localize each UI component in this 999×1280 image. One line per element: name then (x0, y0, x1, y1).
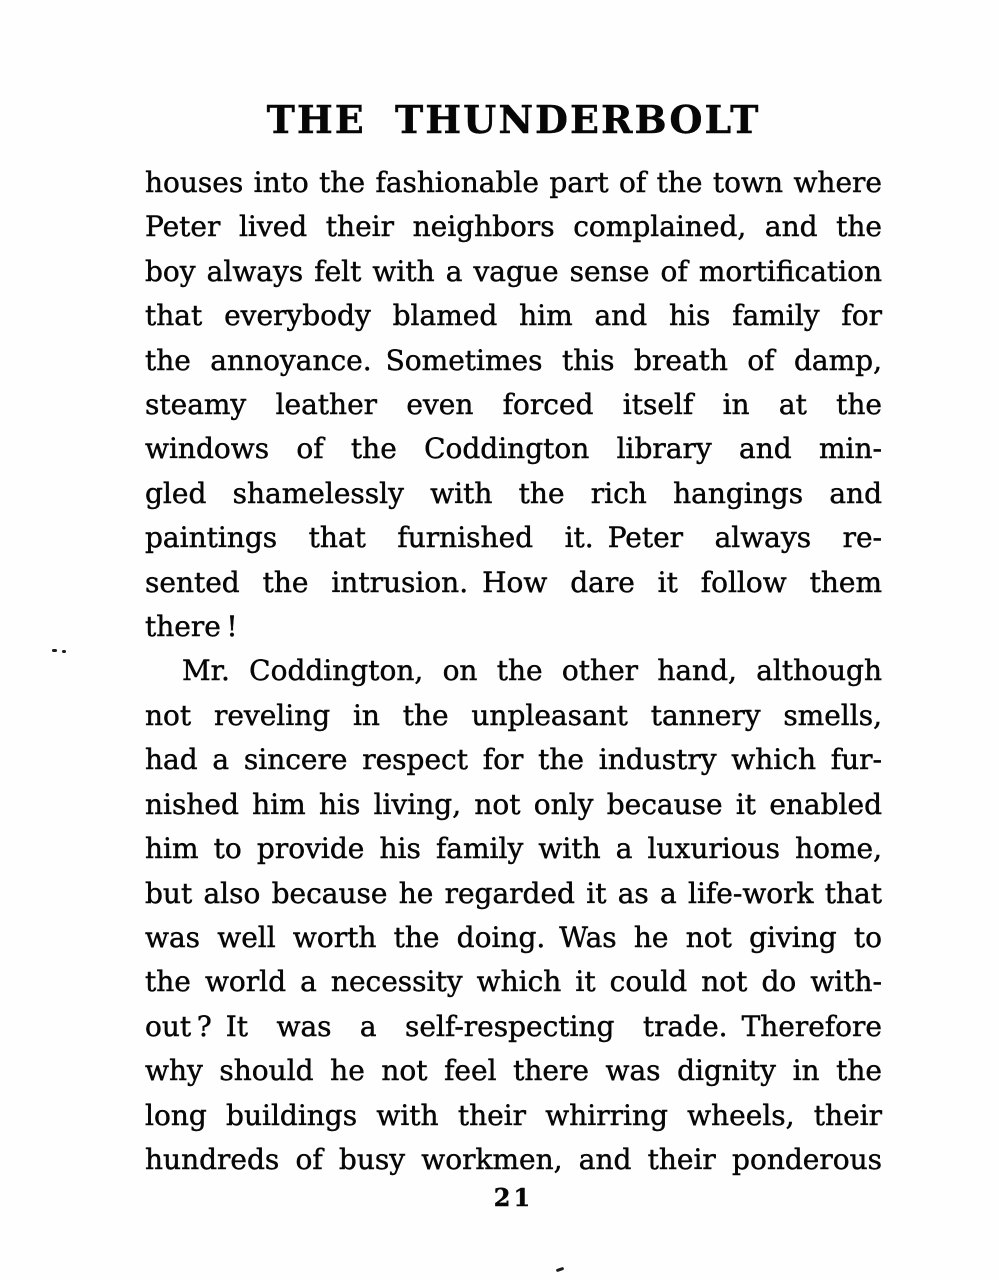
text-line: paintings that furnished it. Peter always re- (145, 521, 882, 555)
text-line: windows of the Coddington library and min- (145, 432, 882, 466)
scan-artifact-speck (62, 650, 66, 653)
text-line: him to provide his family with a luxurious home, (145, 832, 882, 866)
text-line: long buildings with their whirring wheels, their (145, 1098, 882, 1132)
text-line: the annoyance. Sometimes this breath of damp, (145, 343, 882, 377)
body-text (145, 161, 882, 1182)
text-line: the world a necessity which it could not do with- (145, 965, 882, 999)
text-line: Peter lived their neighbors complained, and the (145, 210, 882, 244)
text-line: there ! (145, 610, 238, 644)
text-line: was well worth the doing. Was he not giving to (145, 920, 882, 954)
text-line: why should he not feel there was dignity in the (145, 1054, 882, 1088)
text-line: had a sincere respect for the industry which fur- (145, 743, 882, 777)
text-line: gled shamelessly with the rich hangings and (145, 476, 882, 510)
text-line: that everybody blamed him and his family for (145, 299, 882, 333)
text-line: nished him his living, not only because it enabled (145, 787, 882, 821)
text-line: not reveling in the unpleasant tannery smells, (145, 698, 882, 732)
text-line: hundreds of busy workmen, and their ponderous (145, 1142, 882, 1176)
text-line: boy always felt with a vague sense of mortification (145, 254, 882, 288)
text-line: sented the intrusion. How dare it follow them (145, 565, 882, 599)
text-line: out ? It was a self-respecting trade. Therefore (145, 1009, 882, 1043)
text-line: Mr. Coddington, on the other hand, although (182, 654, 882, 688)
page-title: THE THUNDERBOLT (266, 97, 761, 142)
text-line: steamy leather even forced itself in at the (145, 388, 882, 422)
scan-artifact-speck (52, 649, 57, 652)
text-line: but also because he regarded it as a life-work that (145, 876, 882, 910)
page-number: 21 (493, 1183, 534, 1212)
scan-artifact-speck (556, 1267, 565, 1272)
text-line: houses into the fashionable part of the town where (145, 166, 882, 199)
